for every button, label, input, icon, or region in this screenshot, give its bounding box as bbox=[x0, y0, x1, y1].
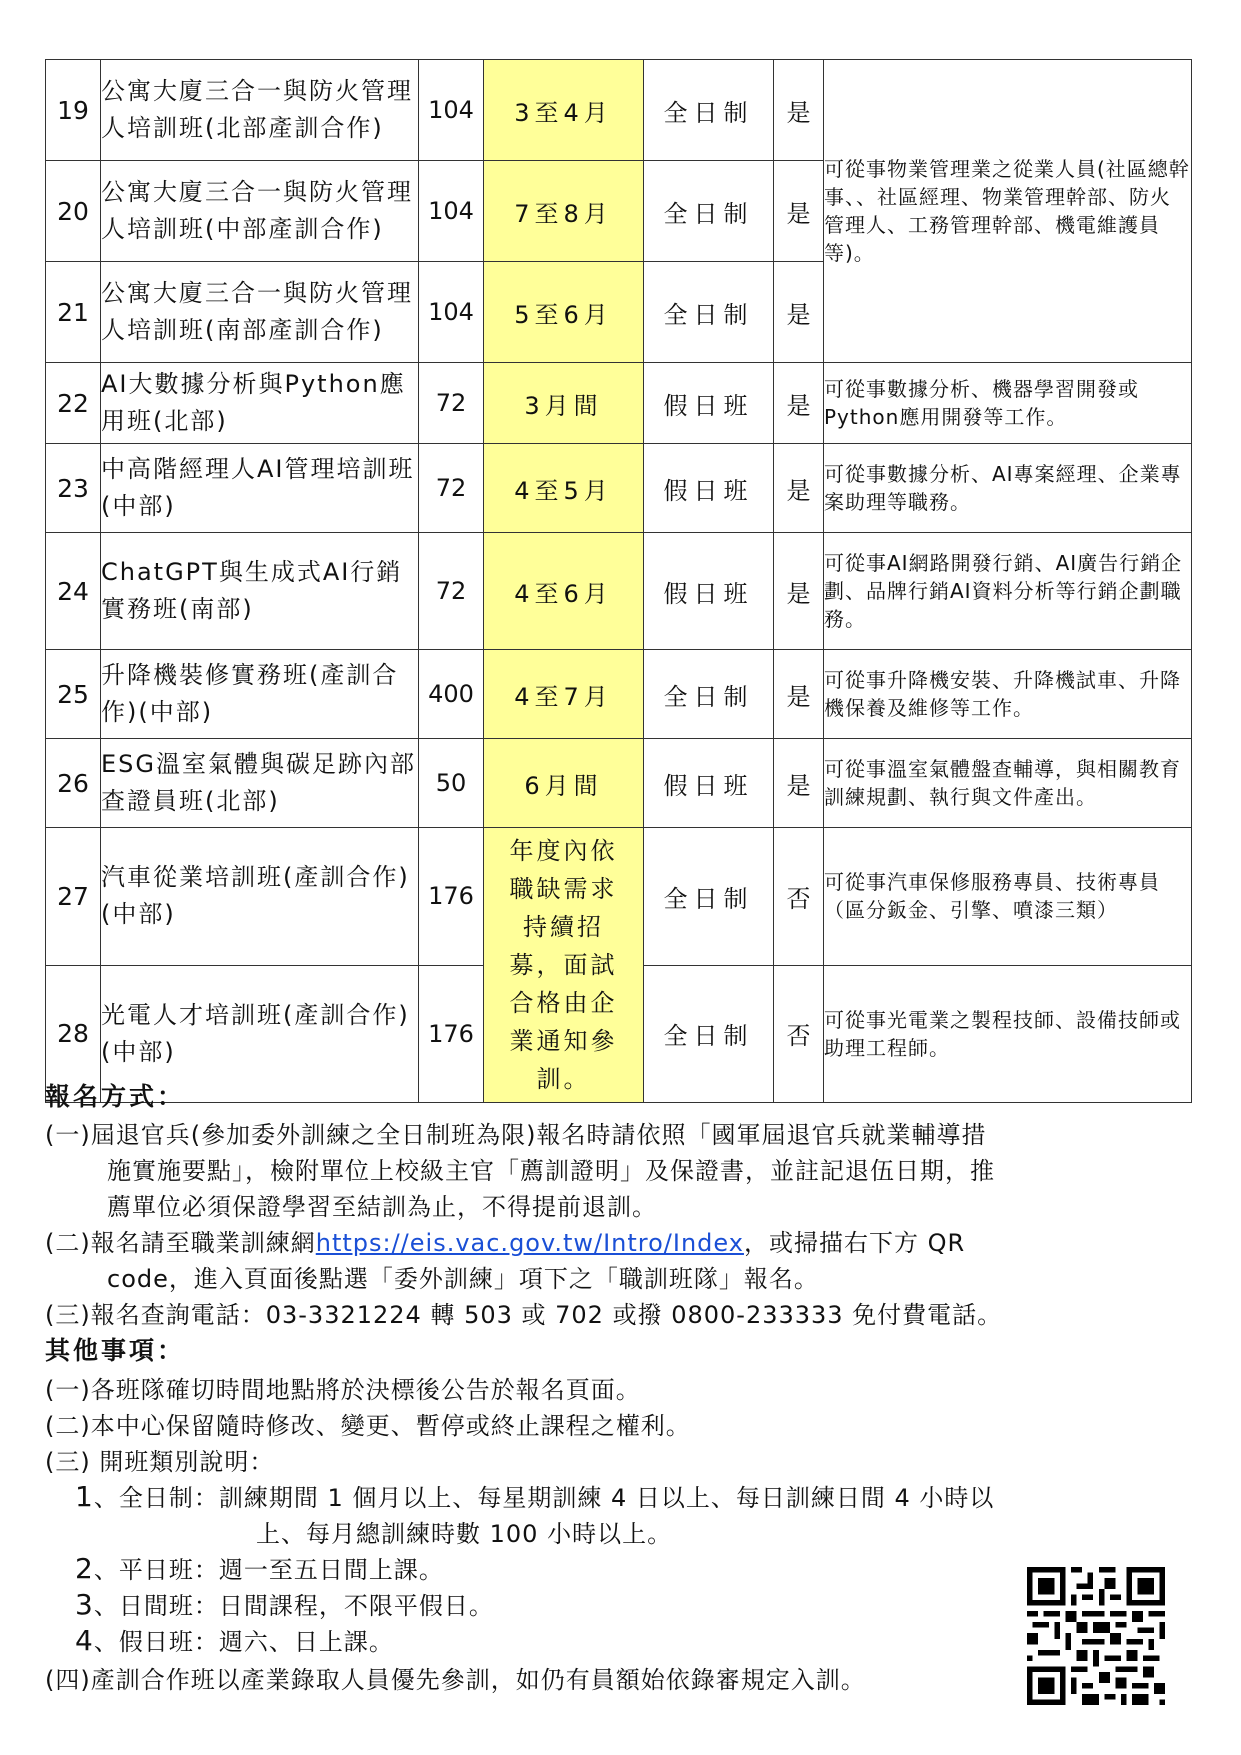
course-period: 4至6月 bbox=[484, 533, 644, 650]
course-hours: 72 bbox=[419, 533, 484, 650]
registration-item-1-cont: 薦單位必須保證學習至結訓為止，不得提前退訓。 bbox=[107, 1193, 657, 1221]
course-period: 3至4月 bbox=[484, 60, 644, 161]
job-description: 可從事溫室氣體盤查輔導，與相關教育訓練規劃、執行與文件產出。 bbox=[824, 739, 1192, 828]
qr-code-icon[interactable] bbox=[1027, 1567, 1165, 1705]
other-item-1: (一)各班隊確切時間地點將於決標後公告於報名頁面。 bbox=[45, 1376, 641, 1404]
job-description: 可從事AI網路開發行銷、AI廣告行銷企劃、品牌行銷AI資料分析等行銷企劃職務。 bbox=[824, 533, 1192, 650]
row-number: 21 bbox=[46, 262, 101, 363]
course-subsidy: 否 bbox=[774, 828, 824, 966]
job-description: 可從事物業管理業之從業人員(社區總幹事、、社區經理、物業管理幹部、防火管理人、工務管理幹部、機電維護員等)。 bbox=[824, 60, 1192, 363]
course-hours: 176 bbox=[419, 965, 484, 1103]
course-subsidy: 是 bbox=[774, 650, 824, 739]
registration-heading: 報名方式： bbox=[45, 1082, 186, 1111]
course-name: ESG溫室氣體與碳足跡內部查證員班(北部) bbox=[101, 739, 419, 828]
class-type-2-text: 、平日班：週一至五日間上課。 bbox=[93, 1556, 444, 1584]
course-type: 全日制 bbox=[644, 650, 774, 739]
course-name: ChatGPT與生成式AI行銷實務班(南部) bbox=[101, 533, 419, 650]
course-subsidy: 是 bbox=[774, 444, 824, 533]
course-name: 公寓大廈三合一與防火管理人培訓班(中部產訓合作) bbox=[101, 161, 419, 262]
course-hours: 72 bbox=[419, 363, 484, 444]
table-row bbox=[46, 60, 1192, 161]
course-period: 4至7月 bbox=[484, 650, 644, 739]
row-number: 19 bbox=[46, 60, 101, 161]
table-row bbox=[46, 828, 1192, 966]
other-item-4: (四)產訓合作班以產業錄取人員優先參訓，如仍有員額始依錄審規定入訓。 bbox=[45, 1666, 866, 1694]
registration-item-2-prefix: (二)報名請至職業訓練網 bbox=[45, 1229, 316, 1257]
course-hours: 104 bbox=[419, 161, 484, 262]
course-hours: 104 bbox=[419, 60, 484, 161]
course-hours: 72 bbox=[419, 444, 484, 533]
course-subsidy: 是 bbox=[774, 739, 824, 828]
class-type-4-text: 、假日班：週六、日上課。 bbox=[93, 1628, 394, 1656]
course-period: 4至5月 bbox=[484, 444, 644, 533]
course-table bbox=[45, 59, 1192, 1103]
course-hours: 50 bbox=[419, 739, 484, 828]
registration-link[interactable]: https://eis.vac.gov.tw/Intro/Index bbox=[315, 1229, 744, 1257]
list-number: 2 bbox=[75, 1552, 94, 1585]
class-type-3-text: 、日間班：日間課程，不限平假日。 bbox=[93, 1592, 494, 1620]
table-row bbox=[46, 444, 1192, 533]
course-type: 假日班 bbox=[644, 363, 774, 444]
list-number: 4 bbox=[75, 1624, 94, 1657]
job-description: 可從事數據分析、AI專案經理、企業專案助理等職務。 bbox=[824, 444, 1192, 533]
list-number: 1 bbox=[75, 1480, 94, 1513]
course-type: 全日制 bbox=[644, 828, 774, 966]
job-description: 可從事汽車保修服務專員、技術專員（區分鈑金、引擎、噴漆三類） bbox=[824, 828, 1192, 966]
registration-item-2-suffix: ，或掃描右下方 QR bbox=[743, 1229, 966, 1257]
course-name: 升降機裝修實務班(產訓合作)(中部) bbox=[101, 650, 419, 739]
row-number: 26 bbox=[46, 739, 101, 828]
class-type-3 bbox=[75, 1586, 494, 1621]
course-name: AI大數據分析與Python應用班(北部) bbox=[101, 363, 419, 444]
registration-item-1: (一)屆退官兵(參加委外訓練之全日制班為限)報名時請依照「國軍屆退官兵就業輔導措 bbox=[45, 1121, 987, 1149]
course-hours: 104 bbox=[419, 262, 484, 363]
course-subsidy: 否 bbox=[774, 965, 824, 1103]
registration-item-2 bbox=[45, 1223, 965, 1258]
course-name: 公寓大廈三合一與防火管理人培訓班(南部產訓合作) bbox=[101, 262, 419, 363]
list-number: 3 bbox=[75, 1588, 94, 1621]
row-number: 25 bbox=[46, 650, 101, 739]
job-description: 可從事數據分析、機器學習開發或Python應用開發等工作。 bbox=[824, 363, 1192, 444]
table-row bbox=[46, 363, 1192, 444]
course-name: 汽車從業培訓班(產訓合作)(中部) bbox=[101, 828, 419, 966]
class-type-1-text: 、全日制：訓練期間 1 個月以上、每星期訓練 4 日以上、每日訓練日間 4 小時以 bbox=[93, 1484, 995, 1512]
course-hours: 176 bbox=[419, 828, 484, 966]
course-name: 光電人才培訓班(產訓合作)(中部) bbox=[101, 965, 419, 1103]
course-subsidy: 是 bbox=[774, 161, 824, 262]
course-hours: 400 bbox=[419, 650, 484, 739]
row-number: 27 bbox=[46, 828, 101, 966]
course-type: 全日制 bbox=[644, 161, 774, 262]
course-type: 假日班 bbox=[644, 533, 774, 650]
other-heading: 其他事項： bbox=[45, 1336, 186, 1365]
course-type: 全日制 bbox=[644, 60, 774, 161]
course-type: 全日制 bbox=[644, 262, 774, 363]
course-type: 全日制 bbox=[644, 965, 774, 1103]
row-number: 28 bbox=[46, 965, 101, 1103]
course-name: 公寓大廈三合一與防火管理人培訓班(北部產訓合作) bbox=[101, 60, 419, 161]
course-subsidy: 是 bbox=[774, 262, 824, 363]
course-subsidy: 是 bbox=[774, 363, 824, 444]
row-number: 23 bbox=[46, 444, 101, 533]
row-number: 24 bbox=[46, 533, 101, 650]
registration-item-3: (三)報名查詢電話：03-3321224 轉 503 或 702 或撥 0800-233333 免付費電話。 bbox=[45, 1301, 1003, 1329]
course-period: 年度內依職缺需求持續招募，面試合格由企業通知參訓。 bbox=[484, 828, 644, 1103]
course-period: 5至6月 bbox=[484, 262, 644, 363]
course-type: 假日班 bbox=[644, 444, 774, 533]
course-period: 7至8月 bbox=[484, 161, 644, 262]
course-name: 中高階經理人AI管理培訓班(中部) bbox=[101, 444, 419, 533]
class-type-1 bbox=[75, 1478, 994, 1513]
row-number: 22 bbox=[46, 363, 101, 444]
registration-item-1-cont: 施實施要點」，檢附單位上校級主官「薦訓證明」及保證書，並註記退伍日期，推 bbox=[107, 1157, 995, 1185]
class-type-2 bbox=[75, 1550, 444, 1585]
table-row bbox=[46, 650, 1192, 739]
row-number: 20 bbox=[46, 161, 101, 262]
job-description: 可從事光電業之製程技師、設備技師或助理工程師。 bbox=[824, 965, 1192, 1103]
job-description: 可從事升降機安裝、升降機試車、升降機保養及維修等工作。 bbox=[824, 650, 1192, 739]
class-type-4 bbox=[75, 1622, 394, 1657]
other-item-2: (二)本中心保留隨時修改、變更、暫停或終止課程之權利。 bbox=[45, 1412, 691, 1440]
course-subsidy: 是 bbox=[774, 533, 824, 650]
course-subsidy: 是 bbox=[774, 60, 824, 161]
registration-item-2-cont: code，進入頁面後點選「委外訓練」項下之「職訓班隊」報名。 bbox=[107, 1265, 819, 1293]
course-period: 3月間 bbox=[484, 363, 644, 444]
table-row bbox=[46, 533, 1192, 650]
course-type: 假日班 bbox=[644, 739, 774, 828]
table-row bbox=[46, 739, 1192, 828]
course-period: 6月間 bbox=[484, 739, 644, 828]
class-type-1-cont: 上、每月總訓練時數 100 小時以上。 bbox=[256, 1520, 673, 1548]
other-item-3: (三) 開班類別說明： bbox=[45, 1448, 275, 1476]
